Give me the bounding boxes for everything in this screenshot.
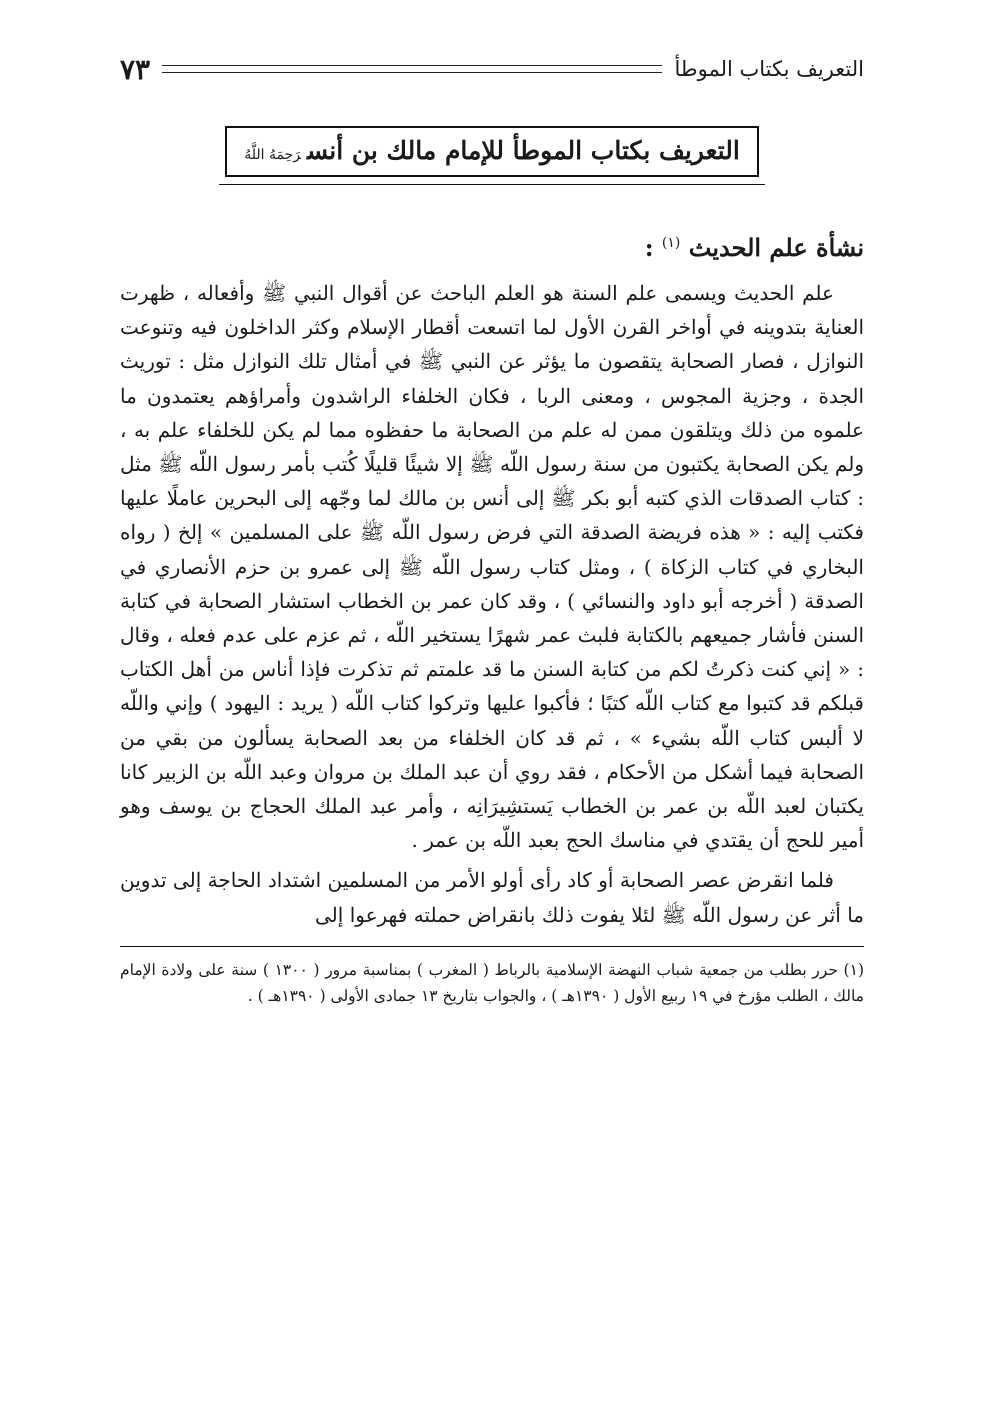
page-number: ٧٣ [120, 52, 151, 86]
footnote-separator [120, 946, 864, 947]
title-box [225, 126, 759, 177]
header-double-rule [162, 65, 662, 73]
running-title: التعريف بكتاب الموطأ [674, 57, 864, 81]
title-frame [120, 126, 864, 177]
paragraph-1: علم الحديث ويسمى علم السنة هو العلم الباحث عن أقوال النبي ﷺ وأفعاله ، ظهرت العناية بتدوينه في أواخر القرن الأول لما اتسعت أقطار الإسلام وكثر الداخلون فيه وتنوعت النوازل ، فصار الصحابة يتقصون ما يؤثر عن النبي ﷺ في أمثال تلك النوازل مثل : توريث الجدة ، وجزية المجوس ، ومعنى الربا ، فكان الخلفاء الراشدون وأمراؤهم يعتمدون ما علموه من ذلك ويتلقون ممن له علم من الصحابة ما حفظوه مما لم يكن للخلفاء علم به ، ولم يكن الصحابة يكتبون من سنة رسول اللّه ﷺ إلا شيئًا قليلًا كُتب بأمر رسول اللّه ﷺ مثل : كتاب الصدقات الذي كتبه أبو بكر ﷺ إلى أنس بن مالك لما وجّهه إلى البحرين عاملًا عليها فكتب إليه : « هذه فريضة الصدقة التي فرض رسول اللّه ﷺ على المسلمين » إلخ ( رواه البخاري في كتاب الزكاة ) ، ومثل كتاب رسول اللّه ﷺ إلى عمرو بن حزم الأنصاري في الصدقة ( أخرجه أبو داود والنسائي ) ، وقد كان عمر بن الخطاب استشار الصحابة في كتابة السنن فأشار جميعهم بالكتابة فلبث عمر شهرًا يستخير اللّه ، ثم عزم على عدم فعله ، وقال : « إني كنت ذكرتُ لكم من كتابة السنن ما قد علمتم ثم تذكرت فإذا أناس من أهل الكتاب قبلكم قد كتبوا مع كتاب اللّه كتبًا ؛ فأكبوا عليها وتركوا كتاب اللّه ( يريد : اليهود ) وإني واللّه لا ألبس كتاب اللّه بشيء » ، ثم قد كان الخلفاء من بعد الصحابة يسألون من بقي من الصحابة فيما أشكل من الأحكام ، فقد روي أن عبد الملك بن مروان وعبد اللّه بن الزبير كانا يكتبان لعبد اللّه بن عمر بن الخطاب يَستشِيرَانِه ، وأمر عبد الملك الحجاج بن يوسف وهو أمير للحج أن يقتدي في مناسك الحج بعبد اللّه بن عمر . [120, 281, 865, 853]
body-text [120, 276, 864, 932]
title-honorific: رَحِمَهُ اللَّهُ [244, 147, 301, 163]
running-header [120, 50, 864, 88]
footnote-marker: (١) [661, 235, 681, 251]
section-heading [120, 233, 864, 262]
section-heading-text: نشأة علم الحديث [688, 233, 864, 262]
page-title: التعريف بكتاب الموطأ للإمام مالك بن أنس [306, 136, 740, 165]
footnote: (١) حرر بطلب من جمعية شباب النهضة الإسلامية بالرباط ( المغرب ) بمناسبة مرور ( ١٣٠٠ ) سنة على ولادة الإمام مالك ، الطلب مؤرخ في ١٩ ربيع الأول ( ١٣٩٠هـ ) ، والجواب بتاريخ ١٣ جمادى الأولى ( ١٣٩٠هـ ) . [120, 960, 864, 1005]
paragraph-2: فلما انقرض عصر الصحابة أو كاد رأى أولو الأمر من المسلمين اشتداد الحاجة إلى تدوين ما أثر عن رسول اللّه ﷺ لئلا يفوت ذلك بانقراض حملته فهرعوا إلى [120, 868, 864, 927]
book-page [120, 50, 864, 1009]
section-heading-colon: : [644, 233, 654, 262]
